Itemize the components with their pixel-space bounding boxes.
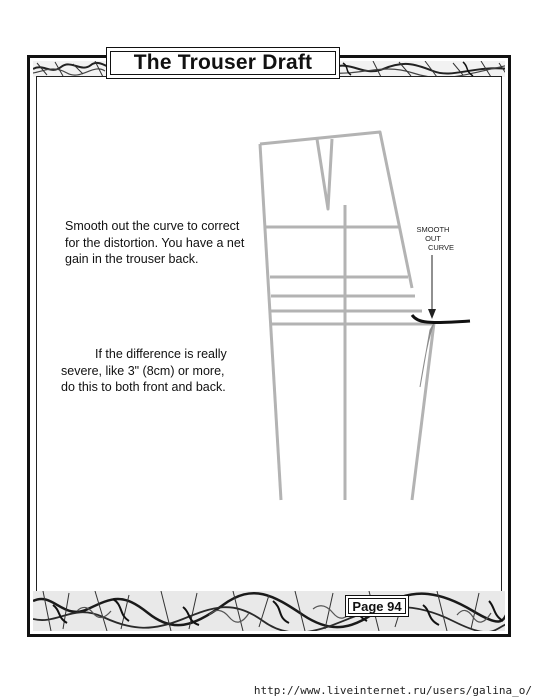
source-url: http://www.liveinternet.ru/users/galina_o/	[253, 684, 532, 697]
marble-texture-bottom	[33, 591, 505, 631]
instruction-line: If the difference is really	[95, 347, 227, 361]
back-pattern-outline	[260, 132, 412, 288]
waist-dart	[317, 139, 332, 209]
title-box	[106, 47, 340, 79]
instruction-line: severe, like 3" (8cm) or more,	[61, 363, 225, 378]
marble-border-bottom	[33, 591, 505, 631]
instruction-paragraph-2	[61, 346, 227, 396]
trouser-draft-diagram	[250, 125, 480, 505]
inner-leg-seam	[412, 323, 434, 500]
annotation-line: SMOOTH	[416, 225, 450, 234]
instruction-paragraph-1	[65, 218, 244, 268]
page-title: The Trouser Draft	[133, 51, 313, 74]
annotation-line: OUT	[425, 234, 441, 243]
instruction-line: for the distortion. You have a net	[65, 235, 245, 250]
instruction-line: gain in the trouser back.	[65, 252, 199, 266]
smooth-out-curve-label	[405, 225, 461, 252]
page-number-badge	[345, 595, 409, 617]
side-seam	[260, 144, 281, 500]
page-number: Page 94	[352, 598, 402, 614]
annotation-line: CURVE	[427, 243, 455, 252]
instruction-line: Smooth out the curve to correct	[65, 219, 240, 233]
instruction-line: do this to both front and back.	[61, 380, 226, 394]
smooth-curve	[412, 315, 470, 323]
arrow-head-icon	[428, 309, 436, 319]
